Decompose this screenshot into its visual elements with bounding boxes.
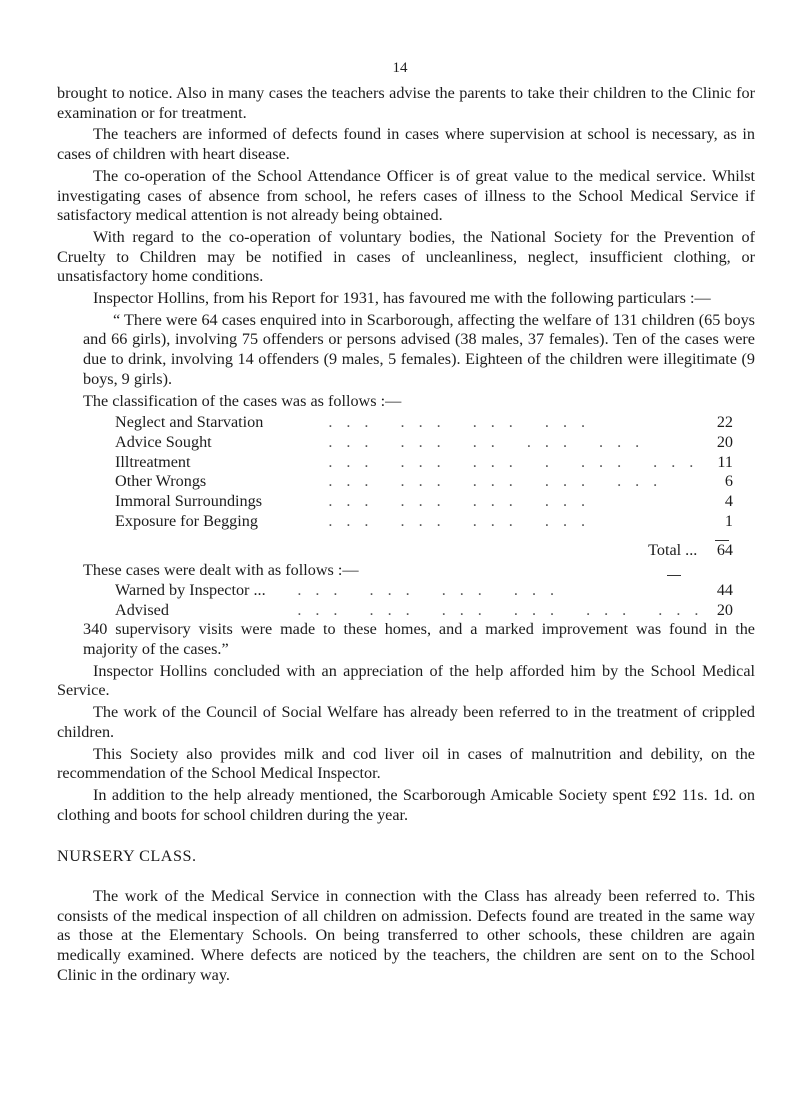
row-value: 20 (716, 600, 733, 619)
paragraph: This Society also provides milk and cod liver oil in cases of malnutrition and debility, on the recommendation of the School Medical Inspector. (57, 744, 755, 783)
dealt-intro-table (83, 561, 701, 581)
row-label: Exposure for Begging (115, 511, 258, 530)
table-row (115, 581, 733, 601)
page-number: 14 (392, 60, 408, 76)
row-value: 22 (716, 413, 733, 432)
table-row (115, 512, 733, 532)
row-dots: ... ... ... . ... ... (328, 452, 708, 471)
total-rule-row (115, 531, 733, 541)
table-row (115, 413, 733, 433)
row-dots: ... ... ... ... (328, 511, 600, 530)
total-label: Total ... (648, 541, 698, 560)
dealt-intro: These cases were dealt with as follows :— (83, 561, 359, 580)
paragraph: The teachers are informed of defects found in cases where supervision at school is necessary, as in cases of children with heart disease. (57, 125, 755, 164)
paragraph: brought to notice. Also in many cases the teachers advise the parents to take their children to the Clinic for examination or for treatment. (57, 84, 755, 122)
row-value: 1 (724, 511, 733, 530)
dealt-rule (667, 575, 681, 576)
total-value: 64 (716, 541, 733, 560)
document-body (57, 84, 755, 988)
paragraph: With regard to the co-operation of voluntary bodies, the National Society for the Prevention of Cruelty to Children may be notified in cases of uncleanliness, neglect, insufficient clothing, or unsatisfactory home conditions. (57, 227, 755, 286)
classification-table (115, 413, 733, 561)
row-value: 11 (717, 452, 733, 471)
classification-intro: The classification of the cases was as follows :— (83, 391, 402, 410)
paragraph: Inspector Hollins, from his Report for 1931, has favoured me with the following particulars :— (93, 289, 711, 308)
row-dots: ... ... .. ... ... (328, 432, 654, 451)
row-label: Immoral Surroundings (115, 492, 263, 511)
dealt-intro-row (83, 561, 701, 581)
quote-closing: 340 supervisory visits were made to these homes, and a marked improvement was found in the majority of the cases.” (83, 620, 755, 658)
row-dots: ... ... ... ... ... (328, 472, 672, 491)
table-row (115, 492, 733, 512)
row-label: Other Wrongs (115, 472, 207, 491)
table-row (115, 433, 733, 453)
paragraph: Inspector Hollins concluded with an appreciation of the help afforded him by the School Medical Service. (57, 661, 755, 700)
row-label: Warned by Inspector ... (115, 580, 266, 599)
paragraph: The co-operation of the School Attendance Officer is of great value to the medical service. Whilst investigating cases of absence from school, he refers cases of illness to the School Medical Service if satisfactory medical attention is not already being obtained. (57, 166, 755, 225)
row-value: 44 (716, 580, 733, 599)
section-heading: NURSERY CLASS. (57, 847, 197, 866)
row-label: Advice Sought (115, 432, 212, 451)
dealt-table (115, 581, 733, 620)
row-label: Advised (115, 600, 169, 619)
row-label: Illtreatment (115, 452, 191, 471)
table-row (115, 601, 733, 621)
paragraph: In addition to the help already mentioned, the Scarborough Amicable Society spent £92 11s. 1d. on clothing and boots for school children during the year. (57, 785, 755, 824)
quote-intro: “ There were 64 cases enquired into in Scarborough, affecting the welfare of 131 children (65 boys and 66 girls), involving 75 offenders or persons advised (38 males, 37 females). Ten of the cases were due to drink, involving 14 offenders (9 males, 5 females). Eighteen of the children were illegitimate (9 boys, 9 girls). (83, 310, 755, 388)
row-label: Neglect and Starvation (115, 413, 264, 432)
table-row (115, 472, 733, 492)
row-dots: ... ... ... ... (328, 492, 600, 511)
row-dots: ... ... ... ... ... ... (297, 600, 713, 619)
row-dots: ... ... ... ... (297, 580, 569, 599)
total-row (115, 541, 733, 561)
row-dots: ... ... ... ... (328, 413, 600, 432)
paragraph: The work of the Council of Social Welfare has already been referred to in the treatment of crippled children. (57, 703, 755, 741)
row-value: 6 (724, 472, 733, 491)
row-value: 20 (716, 432, 733, 451)
row-value: 4 (724, 492, 733, 511)
paragraph: The work of the Medical Service in connection with the Class has already been referred to. This consists of the medical inspection of all children on admission. Defects found are treated in the same way as those at the Elementary Schools. On being transferred to other schools, these children are again medically examined. Where defects are noticed by the teachers, the children are sent on to the School Clinic in the ordinary way. (57, 887, 755, 984)
table-row (115, 453, 733, 473)
inspector-quote (83, 311, 755, 660)
